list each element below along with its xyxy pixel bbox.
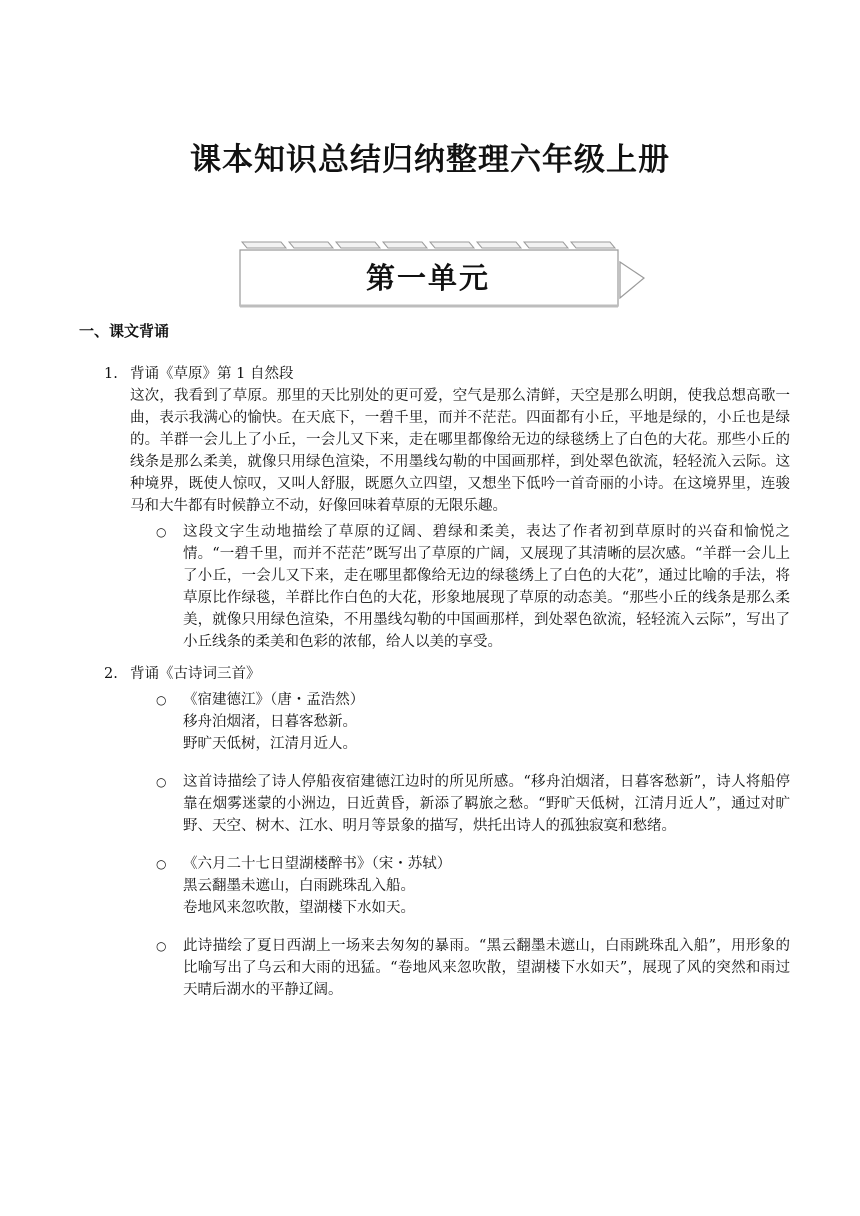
sub-list: [130, 689, 790, 1001]
list-item: [100, 363, 790, 653]
sub-item: [130, 689, 790, 755]
item-heading: 背诵《草原》第 1 自然段: [130, 366, 294, 382]
list-item: [100, 663, 790, 1001]
item-number: 1.: [104, 366, 118, 382]
poem-line: 野旷天低树，江清月近人。: [183, 736, 357, 752]
poem-line: 黑云翻墨未遮山，白雨跳珠乱入船。: [183, 878, 415, 894]
circle-bullet-icon: ○: [156, 857, 167, 871]
sub-item: [130, 935, 790, 1001]
section-title: 一、课文背诵: [79, 322, 170, 340]
circle-bullet-icon: ○: [156, 525, 167, 539]
sub-item: [130, 771, 790, 837]
unit-label: 第一单元: [365, 261, 490, 295]
poem-line: 卷地风来忽吹散，望湖楼下水如天。: [183, 900, 415, 916]
poem-title: 《宿建德江》（唐・孟浩然）: [183, 692, 365, 708]
page-title: 课本知识总结归纳整理六年级上册: [190, 142, 670, 178]
poem-title: 《六月二十七日望湖楼醉书》（宋・苏轼）: [183, 856, 452, 872]
sub-item: [130, 853, 790, 919]
poem-line: 移舟泊烟渚，日暮客愁新。: [183, 714, 357, 730]
item-number: 2.: [104, 666, 118, 682]
circle-bullet-icon: ○: [156, 693, 167, 707]
circle-bullet-icon: ○: [156, 939, 167, 953]
note-text: 这首诗描绘了诗人停船夜宿建德江边时的所见所感。“移舟泊烟渚，日暮客愁新”，诗人将船停靠在烟雾迷蒙的小洲边，日近黄昏，新添了羁旅之愁。“野旷天低树，江清月近人”，通过对旷野、天空、树木、江水、明月等景象的描写，烘托出诗人的孤独寂寞和愁绪。: [183, 774, 790, 834]
sub-list: [130, 521, 790, 653]
note-text: 此诗描绘了夏日西湖上一场来去匆匆的暴雨。“黑云翻墨未遮山，白雨跳珠乱入船”，用形象的比喻写出了乌云和大雨的迅猛。“卷地风来忽吹散，望湖楼下水如天”，展现了风的突然和雨过天晴后湖水的平静辽阔。: [183, 938, 790, 998]
sub-item: [130, 521, 790, 653]
circle-bullet-icon: ○: [156, 775, 167, 789]
content: [100, 363, 790, 1011]
item-text: 这次，我看到了草原。那里的天比别处的更可爱，空气是那么清鲜，天空是那么明朗，使我总想高歌一曲，表示我满心的愉快。在天底下，一碧千里，而并不茫茫。四面都有小丘，平地是绿的，小丘也是绿的。羊群一会儿上了小丘，一会儿又下来，走在哪里都像给无边的绿毯绣上了白色的大花。那些小丘的线条是那么柔美，就像只用绿色渲染，不用墨线勾勒的中国画那样，到处翠色欲流，轻轻流入云际。这种境界，既使人惊叹，又叫人舒服，既愿久立四望，又想坐下低吟一首奇丽的小诗。在这境界里，连骏马和大牛都有时候静立不动，好像回味着草原的无限乐趣。: [130, 388, 790, 514]
note-text: 这段文字生动地描绘了草原的辽阔、碧绿和柔美，表达了作者初到草原时的兴奋和愉悦之情。“一碧千里，而并不茫茫”既写出了草原的广阔，又展现了其清晰的层次感。“羊群一会儿上了小丘，一会儿又下来，走在哪里都像给无边的绿毯绣上了白色的大花”，通过比喻的手法，将草原比作绿毯，羊群比作白色的大花，形象地展现了草原的动态美。“那些小丘的线条是那么柔美，就像只用绿色渲染，不用墨线勾勒的中国画那样，到处翠色欲流，轻轻流入云际”，写出了小丘线条的柔美和色彩的浓郁，给人以美的享受。: [183, 524, 790, 650]
item-heading: 背诵《古诗词三首》: [130, 666, 261, 682]
